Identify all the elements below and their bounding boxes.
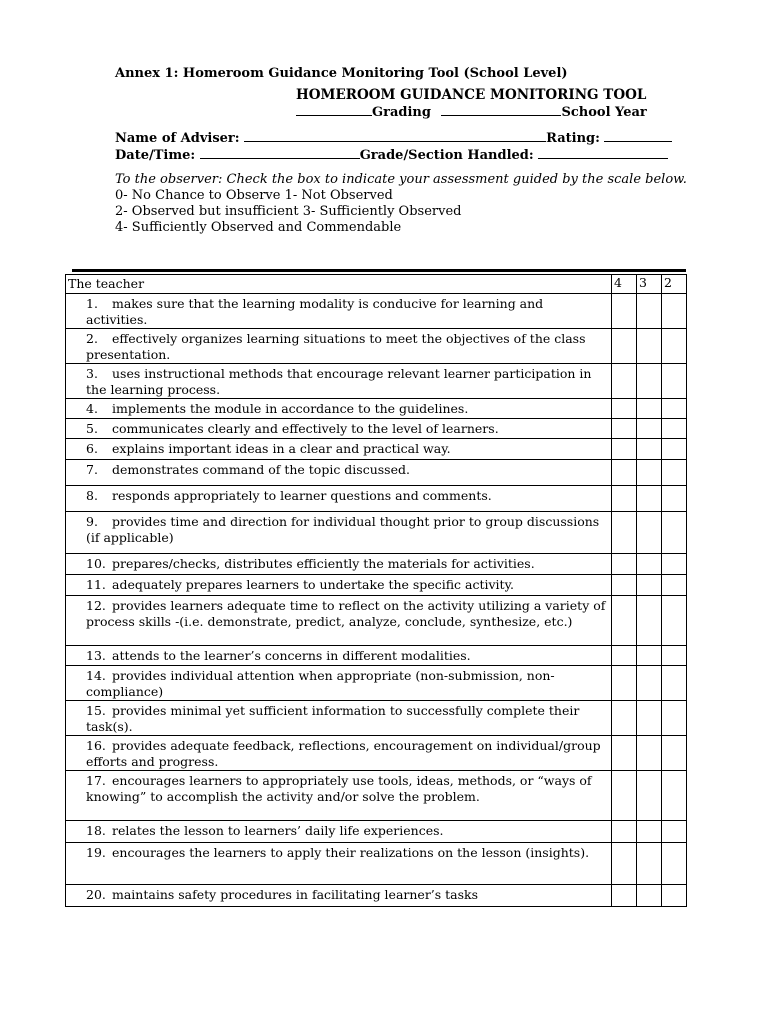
score-checkbox-2[interactable] [662,294,687,329]
scale-line-1: 0- No Chance to Observe 1- Not Observed [115,188,393,203]
score-checkbox-2[interactable] [662,771,687,821]
criterion-text: maintains safety procedures in facilitating learner’s tasks [112,887,479,902]
score-checkbox-2[interactable] [662,646,687,666]
criterion-cell [66,666,612,701]
score-checkbox-4[interactable] [612,512,637,554]
score-checkbox-3[interactable] [637,575,662,596]
score-checkbox-2[interactable] [662,364,687,399]
table-row [66,736,687,771]
score-checkbox-2[interactable] [662,575,687,596]
score-checkbox-3[interactable] [637,419,662,439]
datetime-blank[interactable] [200,146,360,159]
criterion-number: 18. [86,823,106,838]
rating-label: Rating: [546,131,600,146]
criterion-text: provides time and direction for individual thought prior to group discussions (if applicable) [86,514,600,545]
score-checkbox-4[interactable] [612,439,637,460]
school-year-blank[interactable] [441,103,561,116]
score-checkbox-3[interactable] [637,364,662,399]
criterion-text: communicates clearly and effectively to the level of learners. [112,421,499,436]
annex-title: Annex 1: Homeroom Guidance Monitoring Tool (School Level) [115,66,568,81]
criterion-number: 20. [86,887,106,902]
criterion-number: 5. [86,421,98,436]
criterion-number: 12. [86,598,106,613]
score-checkbox-4[interactable] [612,575,637,596]
score-checkbox-3[interactable] [637,885,662,907]
criterion-number: 9. [86,514,98,529]
datetime-label: Date/Time: [115,148,196,163]
score-checkbox-3[interactable] [637,294,662,329]
grading-label: Grading [372,105,431,120]
criterion-number: 7. [86,462,98,477]
adviser-blank[interactable] [244,129,546,142]
observer-instructions: To the observer: Check the box to indicate your assessment guided by the scale below. [115,172,687,187]
score-checkbox-4[interactable] [612,460,637,486]
table-row [66,666,687,701]
criterion-number: 16. [86,738,106,753]
score-checkbox-2[interactable] [662,460,687,486]
criterion-cell [66,821,612,843]
criterion-cell [66,646,612,666]
table-row [66,399,687,419]
criterion-number: 6. [86,441,98,456]
criterion-number: 3. [86,366,98,381]
criterion-cell [66,486,612,512]
criterion-cell [66,364,612,399]
score-checkbox-2[interactable] [662,439,687,460]
criterion-cell [66,843,612,885]
grade-section-blank[interactable] [538,146,668,159]
criterion-cell [66,460,612,486]
criterion-number: 4. [86,401,98,416]
score-checkbox-2[interactable] [662,596,687,646]
adviser-label: Name of Adviser: [115,131,240,146]
school-year-label: School Year [561,105,647,120]
criterion-cell [66,701,612,736]
teacher-header: The teacher [66,275,612,294]
criterion-cell [66,885,612,907]
score-checkbox-4[interactable] [612,821,637,843]
score-checkbox-3[interactable] [637,821,662,843]
score-checkbox-4[interactable] [612,399,637,419]
score-checkbox-3[interactable] [637,736,662,771]
score-checkbox-3[interactable] [637,771,662,821]
criterion-text: implements the module in accordance to the guidelines. [112,401,469,416]
criterion-cell [66,596,612,646]
score-checkbox-2[interactable] [662,554,687,575]
score-checkbox-2[interactable] [662,486,687,512]
criterion-text: prepares/checks, distributes efficiently the materials for activities. [112,556,535,571]
score-checkbox-2[interactable] [662,885,687,907]
score-checkbox-3[interactable] [637,701,662,736]
table-row [66,364,687,399]
criterion-number: 14. [86,668,106,683]
criterion-number: 10. [86,556,106,571]
scale-line-3: 4- Sufficiently Observed and Commendable [115,220,402,235]
table-row [66,419,687,439]
score-checkbox-4[interactable] [612,771,637,821]
score-checkbox-2[interactable] [662,821,687,843]
score-checkbox-2[interactable] [662,329,687,364]
criterion-number: 15. [86,703,106,718]
criterion-number: 11. [86,577,106,592]
score-checkbox-2[interactable] [662,666,687,701]
criterion-text: responds appropriately to learner questions and comments. [112,488,492,503]
table-row [66,554,687,575]
table-row [66,512,687,554]
criterion-text: makes sure that the learning modality is conducive for learning and activities. [86,296,544,327]
score-checkbox-4[interactable] [612,419,637,439]
score-header-2: 2 [662,275,687,294]
score-checkbox-3[interactable] [637,666,662,701]
score-checkbox-3[interactable] [637,646,662,666]
score-checkbox-3[interactable] [637,486,662,512]
score-checkbox-3[interactable] [637,399,662,419]
score-checkbox-4[interactable] [612,736,637,771]
score-checkbox-4[interactable] [612,666,637,701]
criterion-text: explains important ideas in a clear and practical way. [112,441,451,456]
criterion-text: encourages learners to appropriately use tools, ideas, methods, or “ways of knowing” to accomplish the activity and/or solve the problem. [86,773,592,804]
criterion-number: 13. [86,648,106,663]
score-checkbox-3[interactable] [637,460,662,486]
score-checkbox-2[interactable] [662,843,687,885]
criterion-cell [66,419,612,439]
score-checkbox-2[interactable] [662,701,687,736]
grading-blank[interactable] [296,103,372,116]
form-title: HOMEROOM GUIDANCE MONITORING TOOL [296,87,647,103]
score-header-4: 4 [612,275,637,294]
table-row [66,294,687,329]
score-checkbox-2[interactable] [662,399,687,419]
criterion-number: 17. [86,773,106,788]
score-checkbox-2[interactable] [662,736,687,771]
criterion-cell [66,736,612,771]
score-checkbox-3[interactable] [637,329,662,364]
rubric-table [65,274,687,907]
score-checkbox-4[interactable] [612,701,637,736]
criterion-text: provides learners adequate time to reflect on the activity utilizing a variety of process skills -(i.e. demonstrate, predict, analyze, conclude, synthesize, etc.) [86,598,606,629]
table-header-row [66,275,687,294]
table-row [66,460,687,486]
score-checkbox-4[interactable] [612,329,637,364]
criterion-text: effectively organizes learning situations to meet the objectives of the class presentation. [86,331,586,362]
criterion-cell [66,329,612,364]
criterion-cell [66,771,612,821]
score-checkbox-3[interactable] [637,512,662,554]
criterion-number: 8. [86,488,98,503]
criterion-text: provides minimal yet sufficient information to successfully complete their task(s). [86,703,580,734]
criterion-cell [66,294,612,329]
criterion-text: relates the lesson to learners’ daily life experiences. [112,823,444,838]
score-checkbox-4[interactable] [612,294,637,329]
score-checkbox-4[interactable] [612,843,637,885]
criterion-text: attends to the learner’s concerns in different modalities. [112,648,471,663]
grade-section-label: Grade/Section Handled: [359,148,534,163]
table-row [66,821,687,843]
criterion-number: 19. [86,845,106,860]
score-checkbox-3[interactable] [637,439,662,460]
table-row [66,329,687,364]
score-checkbox-2[interactable] [662,512,687,554]
score-checkbox-4[interactable] [612,364,637,399]
scale-line-2: 2- Observed but insufficient 3- Sufficiently Observed [115,204,462,219]
criterion-text: encourages the learners to apply their realizations on the lesson (insights). [112,845,590,860]
criterion-cell [66,399,612,419]
criterion-cell [66,512,612,554]
score-checkbox-4[interactable] [612,596,637,646]
criterion-cell [66,439,612,460]
score-checkbox-4[interactable] [612,486,637,512]
criterion-text: uses instructional methods that encourage relevant learner participation in the learning process. [86,366,592,397]
score-checkbox-3[interactable] [637,596,662,646]
score-checkbox-3[interactable] [637,843,662,885]
criterion-text: demonstrates command of the topic discussed. [112,462,410,477]
date-line [115,146,668,163]
score-checkbox-4[interactable] [612,885,637,907]
table-row [66,843,687,885]
score-header-3: 3 [637,275,662,294]
grading-line [296,103,647,120]
criterion-number: 1. [86,296,98,311]
criterion-cell [66,575,612,596]
score-checkbox-2[interactable] [662,419,687,439]
criterion-cell [66,554,612,575]
criterion-text: adequately prepares learners to undertake the specific activity. [112,577,514,592]
table-row [66,771,687,821]
table-row [66,575,687,596]
table-row [66,701,687,736]
table-row [66,646,687,666]
criterion-text: provides individual attention when appropriate (non-submission, non-compliance) [86,668,555,699]
table-row [66,596,687,646]
table-row [66,486,687,512]
score-checkbox-3[interactable] [637,554,662,575]
adviser-line [115,129,672,146]
table-row [66,439,687,460]
table-row [66,885,687,907]
divider [72,269,686,272]
criterion-number: 2. [86,331,98,346]
score-checkbox-4[interactable] [612,554,637,575]
criterion-text: provides adequate feedback, reflections, encouragement on individual/group efforts and progress. [86,738,601,769]
score-checkbox-4[interactable] [612,646,637,666]
rating-blank[interactable] [604,129,672,142]
